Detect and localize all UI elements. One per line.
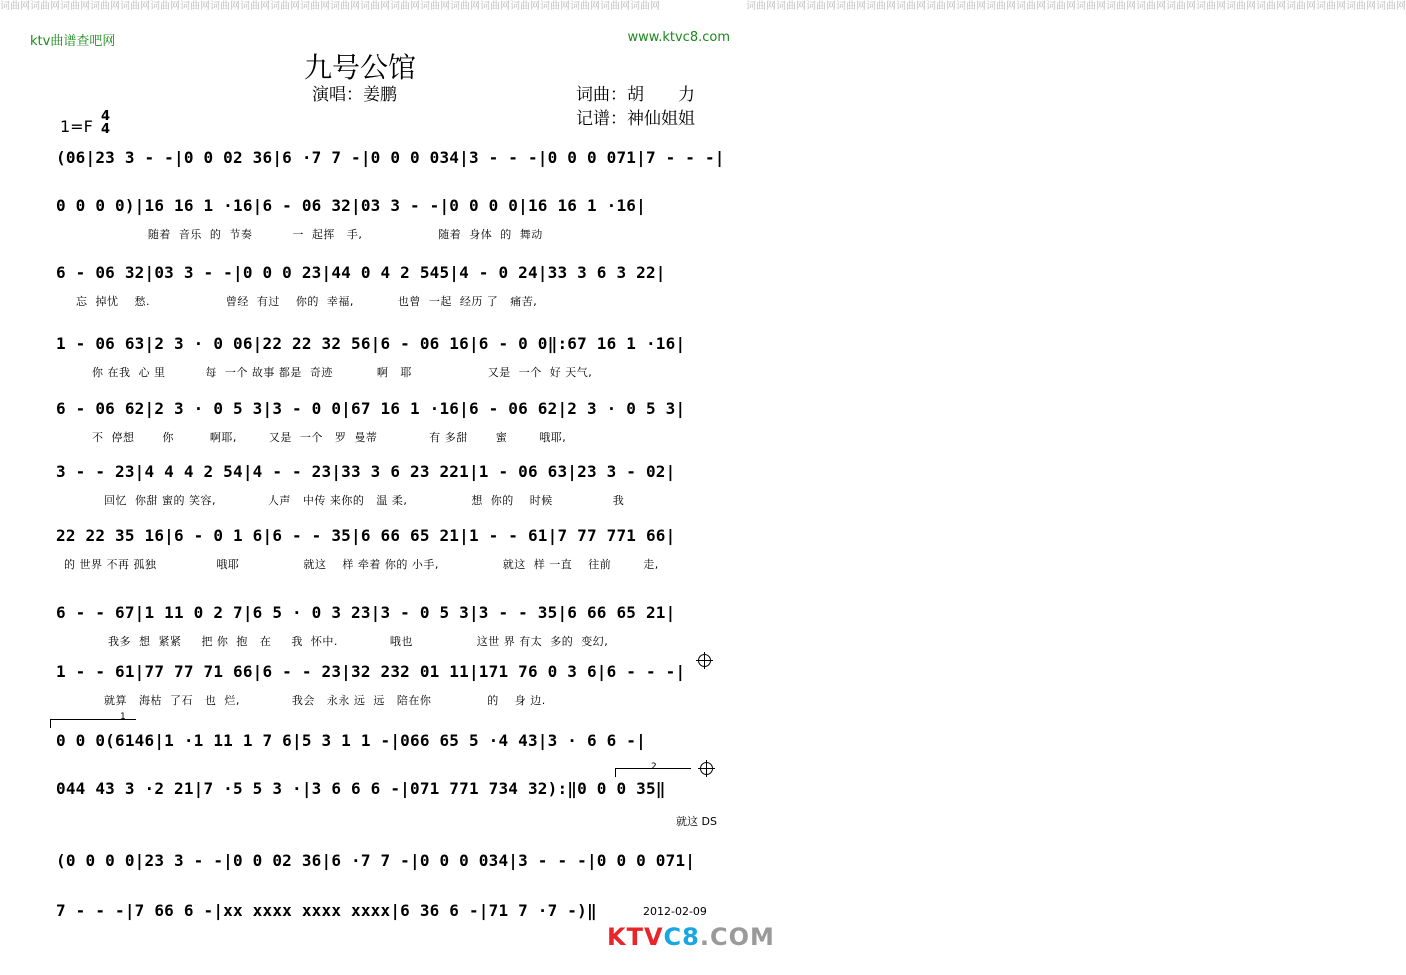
site-logo: KTVC8.COM: [607, 923, 775, 951]
lyrics-line: 随着 音乐 的 节奏 一 起挥 手, 随着 身体 的 舞动: [60, 228, 543, 241]
score-notes-line: 6 - - 67|1 11 0 2 7|6 5 · 0 3 23|3 - 0 5 3|3 - - 35|6 66 65 21|: [56, 603, 676, 622]
coda-sign-icon: [700, 762, 713, 775]
score-notes-line: (0 0 0 0|23 3 - -|0 0 02 36|6 ·7 7 -|0 0 0 034|3 - - -|0 0 0 071|: [56, 851, 696, 870]
lyrics-line: 忘 掉忧 愁. 曾经 有过 你的 幸福, 也曾 一起 经历 了 痛苦,: [60, 295, 538, 308]
score-notes-line: 1 - - 61|77 77 71 66|6 - - 23|32 232 01 11|171 76 0 3 6|6 - - -|: [56, 662, 686, 681]
lyrics-line: 的 世界 不再 孤独 哦耶 就这 样 牵着 你的 小手, 就这 样 一直 往前 走,: [60, 558, 659, 571]
lyrics-line: 不 停想 你 啊耶, 又是 一个 罗 曼蒂 有 多甜 蜜 哦耶,: [60, 431, 567, 444]
site-name-left: ktv曲谱查吧网: [30, 34, 116, 49]
volta-2-number: 2: [651, 762, 657, 772]
transcription-date: 2012-02-09: [643, 905, 707, 918]
score-notes-line: (06|23 3 - -|0 0 02 36|6 ·7 7 -|0 0 0 034|3 - - -|0 0 0 071|7 - - -|: [56, 148, 725, 167]
lyrics-line: 我多 想 紧紧 把 你 抱 在 我 怀中. 哦也 这世 界 有太 多的 变幻,: [60, 635, 609, 648]
score-notes-line: 0 0 0 0)|16 16 1 ·16|6 - 06 32|03 3 - -|0 0 0 0|16 16 1 ·16|: [56, 196, 646, 215]
song-title: 九号公馆: [303, 51, 416, 84]
score-notes-line: 0 0 0(6146|1 ·1 11 1 7 6|5 3 1 1 -|066 65 5 ·4 43|3 · 6 6 -|: [56, 731, 646, 750]
lyrics-line: 你 在我 心 里 每 一个 故事 都是 奇迹 啊 耶 又是 一个 好 天气,: [60, 366, 593, 379]
lyrics-line: 回忆 你甜 蜜的 笑容, 人声 中传 来你的 温 柔, 想 你的 时候 我: [60, 494, 625, 507]
lyrics-line: 就算 海枯 了石 也 烂, 我会 永永 远 远 陪在你 的 身 边.: [60, 694, 546, 707]
score-notes-line: 7 - - -|7 66 6 -|xx xxxx xxxx xxxx|6 36 6 -|71 7 ·7 -)‖: [56, 901, 597, 920]
singer: 演唱：姜鹏: [312, 85, 397, 105]
lyricist-composer: 词曲：胡 力: [576, 85, 695, 105]
coda-sign-icon: [698, 654, 711, 667]
site-url-right: www.ktvc8.com: [627, 30, 730, 45]
score-notes-line: 22 22 35 16|6 - 0 1 6|6 - - 35|6 66 65 21|1 - - 61|7 77 771 66|: [56, 526, 676, 545]
transcriber: 记谱：神仙姐姐: [576, 109, 695, 129]
watermark-left: 词曲网词曲网词曲网词曲网词曲网词曲网词曲网词曲网词曲网词曲网词曲网词曲网词曲网词曲网词曲网词曲网词曲网词曲网词曲网词曲网词曲网词曲网: [0, 1, 660, 12]
time-sig-top: 4: [101, 109, 111, 124]
score-notes-line: 1 - 06 63|2 3 · 0 06|22 22 32 56|6 - 06 16|6 - 0 0‖:67 16 1 ·16|: [56, 334, 686, 353]
ds-instruction: 就这 DS: [676, 815, 717, 828]
score-notes-line: 044 43 3 ·2 21|7 ·5 5 3 ·|3 6 6 6 -|071 771 734 32):‖0 0 0 35‖: [56, 779, 666, 798]
watermark-right: 词曲网词曲网词曲网词曲网词曲网词曲网词曲网词曲网词曲网词曲网词曲网词曲网词曲网词曲网词曲网词曲网词曲网词曲网词曲网词曲网词曲网词曲网: [746, 1, 1406, 12]
key-signature: 1=F: [60, 117, 93, 136]
time-sig-bottom: 4: [101, 122, 111, 137]
score-notes-line: 6 - 06 62|2 3 · 0 5 3|3 - 0 0|67 16 1 ·16|6 - 06 62|2 3 · 0 5 3|: [56, 399, 686, 418]
volta-1-number: 1: [120, 712, 126, 722]
score-notes-line: 6 - 06 32|03 3 - -|0 0 0 23|44 0 4 2 545|4 - 0 24|33 3 6 3 22|: [56, 263, 666, 282]
time-signature: [101, 110, 110, 136]
score-notes-line: 3 - - 23|4 4 4 2 54|4 - - 23|33 3 6 23 221|1 - 06 63|23 3 - 02|: [56, 462, 676, 481]
